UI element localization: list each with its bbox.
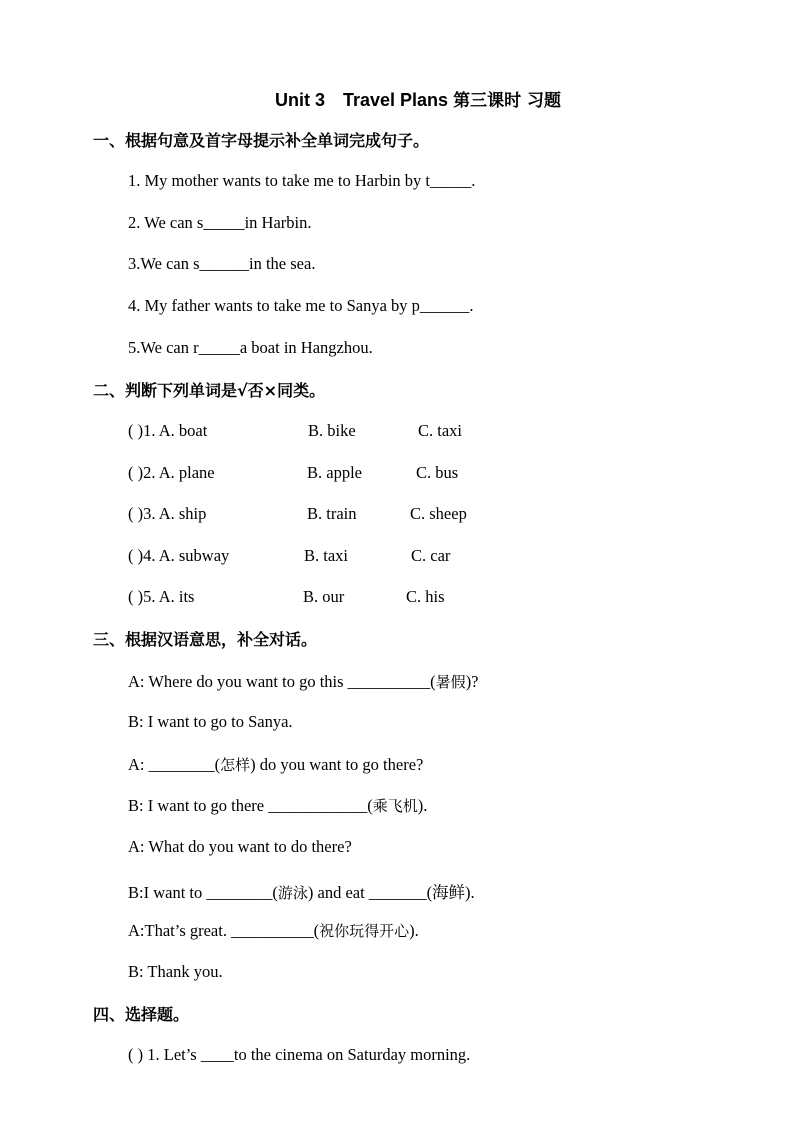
section-heading-2: 二、判断下列单词是√否×同类。: [93, 381, 326, 400]
dialogue-line-4-cn: 乘飞机: [372, 797, 418, 815]
part1-question-2: 2. We can s_____in Harbin.: [128, 213, 312, 232]
part2-row-4-a: ( )4. A. subway: [128, 546, 230, 565]
dialogue-line-7-en: A:That’s great. __________(: [128, 921, 320, 940]
dialogue-line-8-en: B: Thank you.: [128, 962, 223, 981]
dialogue-line-7-end: ).: [409, 921, 419, 940]
part2-row-5: [128, 587, 628, 609]
dialogue-line-3-en: A: ________(: [128, 755, 221, 774]
part2-row-2-c: C. bus: [416, 463, 459, 482]
dialogue-line-1-cn: 暑假: [435, 673, 466, 691]
dialogue-line-6: [128, 879, 475, 903]
part1-question-3: 3.We can s______in the sea.: [128, 254, 316, 273]
dialogue-line-7: [128, 920, 419, 941]
part2-row-4: [128, 546, 628, 568]
part1-question-1: 1. My mother wants to take me to Harbin by t_____.: [128, 171, 476, 190]
dialogue-line-5: [128, 837, 352, 857]
dialogue-line-6-en: B:I want to ________(: [128, 883, 278, 902]
part2-row-1: [128, 421, 628, 443]
part1-question-5: 5.We can r_____a boat in Hangzhou.: [128, 338, 373, 357]
dialogue-line-6-cn: 游泳: [277, 884, 308, 902]
part2-row-1-c: C. taxi: [418, 421, 462, 440]
part2-row-5-a: ( )5. A. its: [128, 587, 195, 606]
dialogue-line-6-end: ) and eat _______(海鲜).: [307, 883, 475, 902]
dialogue-line-8: [128, 962, 223, 982]
part2-row-3-b: B. train: [307, 504, 357, 523]
part2-row-3-a: ( )3. A. ship: [128, 504, 207, 523]
dialogue-line-1-end: )?: [465, 672, 479, 691]
part2-row-4-b: B. taxi: [304, 546, 348, 565]
section-heading-4: 四、选择题。: [93, 1005, 190, 1024]
dialogue-line-3-cn: 怎样: [220, 756, 251, 774]
dialogue-line-5-en: A: What do you want to do there?: [128, 837, 352, 856]
dialogue-line-4: [128, 795, 427, 816]
dialogue-line-4-en: B: I want to go there ____________(: [128, 796, 373, 815]
part4-question-1: ( ) 1. Let’s ____to the cinema on Saturday morning.: [128, 1045, 471, 1064]
page-title: [0, 86, 794, 111]
part2-row-2-a: ( )2. A. plane: [128, 463, 215, 482]
section-heading-1: 一、根据句意及首字母提示补全单词完成句子。: [93, 131, 430, 150]
part2-row-5-c: C. his: [406, 587, 445, 606]
part2-row-3-c: C. sheep: [410, 504, 467, 523]
dialogue-line-2-en: B: I want to go to Sanya.: [128, 712, 293, 731]
part1-question-4: 4. My father wants to take me to Sanya by p______.: [128, 296, 474, 315]
dialogue-line-3-end: ) do you want to go there?: [250, 755, 424, 774]
title-sub: 第三课时 习题: [453, 91, 562, 111]
dialogue-line-7-cn: 祝你玩得开心: [319, 922, 410, 940]
section-heading-3: 三、根据汉语意思，补全对话。: [93, 630, 318, 649]
title-unit: Unit 3: [274, 90, 325, 110]
title-name: Travel Plans: [343, 90, 449, 110]
part2-row-4-c: C. car: [411, 546, 451, 565]
dialogue-line-1: [128, 671, 479, 692]
part2-row-2: [128, 463, 628, 485]
part2-row-1-a: ( )1. A. boat: [128, 421, 208, 440]
part2-row-1-b: B. bike: [308, 421, 356, 440]
part2-row-2-b: B. apple: [307, 463, 362, 482]
dialogue-line-4-end: ).: [417, 796, 428, 815]
dialogue-line-1-en: A: Where do you want to go this __________(: [128, 672, 436, 691]
dialogue-line-3: [128, 754, 423, 775]
part2-row-5-b: B. our: [303, 587, 345, 606]
dialogue-line-2: [128, 712, 293, 732]
part2-row-3: [128, 504, 628, 526]
